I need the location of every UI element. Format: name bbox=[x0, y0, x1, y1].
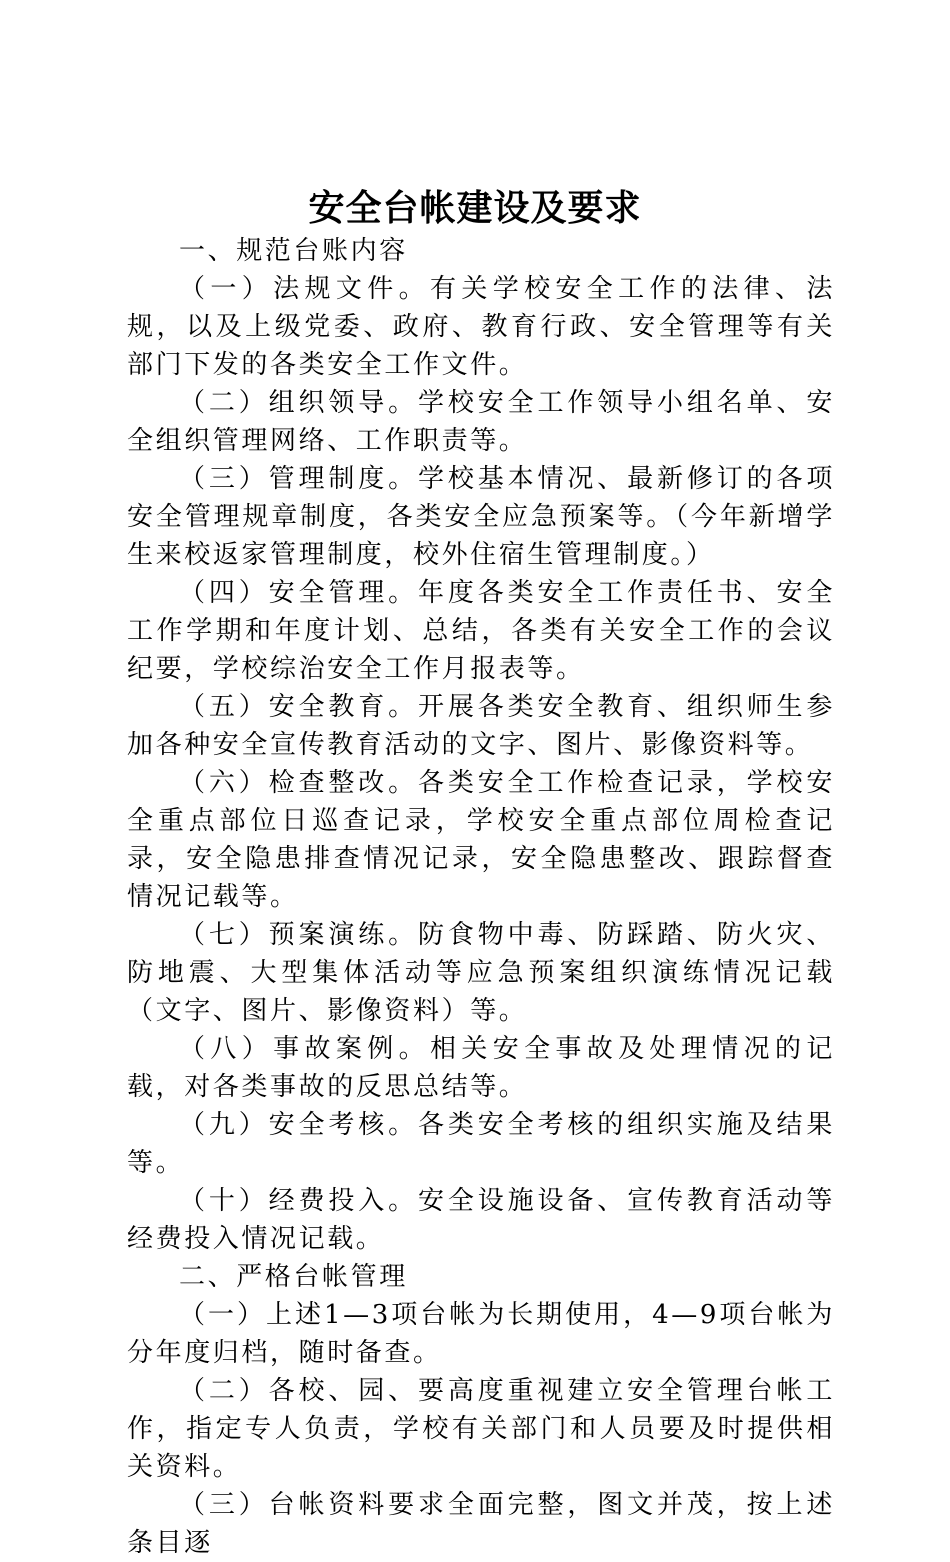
paragraph-item-8: （八）事故案例。相关安全事故及处理情况的记载，对各类事故的反思总结等。 bbox=[127, 1034, 835, 1102]
paragraph-item-3: （三）管理制度。学校基本情况、最新修订的各项安全管理规章制度，各类安全应急预案等。（今年新增学生来校返家管理制度，校外住宿生管理制度。） bbox=[127, 464, 835, 570]
paragraph-item-9: （九）安全考核。各类安全考核的组织实施及结果等。 bbox=[127, 1110, 835, 1178]
paragraph-item-6: （六）检查整改。各类安全工作检查记录，学校安全重点部位日巡查记录，学校安全重点部位周检查记录，安全隐患排查情况记录，安全隐患整改、跟踪督查情况记载等。 bbox=[127, 768, 835, 912]
document-body bbox=[127, 232, 835, 1562]
paragraph-item-7: （七）预案演练。防食物中毒、防踩踏、防火灾、防地震、大型集体活动等应急预案组织演练情况记载（文字、图片、影像资料）等。 bbox=[127, 920, 835, 1026]
document-title: 安全台帐建设及要求 bbox=[308, 187, 642, 229]
paragraph-item-2: （二）组织领导。学校安全工作领导小组名单、安全组织管理网络、工作职责等。 bbox=[127, 388, 835, 456]
paragraph-item-13: （三）台帐资料要求全面完整，图文并茂，按上述条目逐 bbox=[127, 1490, 835, 1558]
paragraph-item-1: （一）法规文件。有关学校安全工作的法律、法规，以及上级党委、政府、教育行政、安全管理等有关部门下发的各类安全工作文件。 bbox=[127, 274, 835, 380]
section-heading-2: 二、严格台帐管理 bbox=[179, 1262, 408, 1292]
paragraph-item-12: （二）各校、园、要高度重视建立安全管理台帐工作，指定专人负责，学校有关部门和人员要及时提供相关资料。 bbox=[127, 1376, 835, 1482]
paragraph-item-11: （一）上述1—3项台帐为长期使用，4—9项台帐为分年度归档，随时备查。 bbox=[127, 1300, 835, 1368]
section-heading-1: 一、规范台账内容 bbox=[179, 236, 408, 266]
paragraph-item-10: （十）经费投入。安全设施设备、宣传教育活动等经费投入情况记载。 bbox=[127, 1186, 835, 1254]
paragraph-item-4: （四）安全管理。年度各类安全工作责任书、安全工作学期和年度计划、总结，各类有关安全工作的会议纪要，学校综治安全工作月报表等。 bbox=[127, 578, 835, 684]
paragraph-item-5: （五）安全教育。开展各类安全教育、组织师生参加各种安全宣传教育活动的文字、图片、影像资料等。 bbox=[127, 692, 835, 760]
